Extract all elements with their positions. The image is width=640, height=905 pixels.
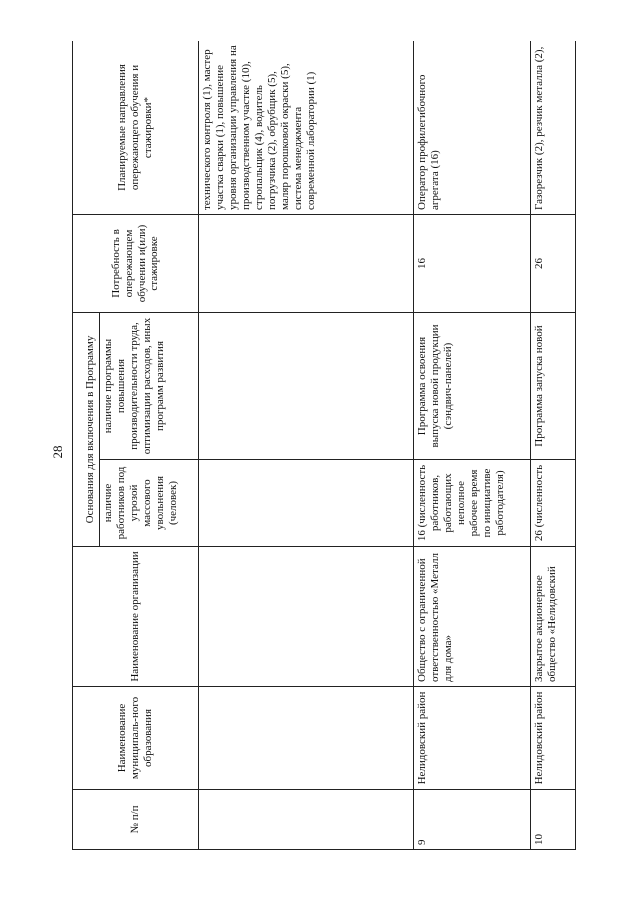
cell-directions: Газорезчик (2), резчик металла (2), xyxy=(531,41,576,215)
cell-program xyxy=(199,313,414,460)
cell-num xyxy=(199,790,414,850)
cell-organization: Закрытое акционерное общество «Нелидовский xyxy=(531,547,576,687)
cell-workers: 16 (численность работников, работающих неполное рабочее время по инициативе работодателя) xyxy=(414,460,531,547)
header-organization: Наименование организации xyxy=(73,547,199,687)
header-program-presence: наличие программы повышения производительности труда, оптимизации расходов, иных программ развития xyxy=(100,313,199,460)
cell-program: Программа запуска новой xyxy=(531,313,576,460)
cell-municipality xyxy=(199,687,414,790)
header-grounds-group: Основания для включения в Программу xyxy=(73,313,100,547)
header-need: Потребность в опережающем обучении и(или) стажировке xyxy=(73,215,199,313)
cell-workers xyxy=(199,460,414,547)
cell-need: 26 xyxy=(531,215,576,313)
table-row xyxy=(414,41,531,850)
table-row xyxy=(531,41,576,850)
cell-workers: 26 (численность xyxy=(531,460,576,547)
cell-organization: Общество с ограниченной ответственностью «Металл для дома» xyxy=(414,547,531,687)
cell-municipality: Нелидовский район xyxy=(414,687,531,790)
cell-municipality: Нелидовский район xyxy=(531,687,576,790)
page-number: 28 xyxy=(50,445,65,459)
header-directions: Планируемые направления опережающего обучения и стажировки* xyxy=(73,41,199,215)
cell-organization xyxy=(199,547,414,687)
program-table xyxy=(72,41,576,850)
cell-num: 10 xyxy=(531,790,576,850)
table-rotation-frame xyxy=(72,41,595,850)
cell-directions: технического контроля (1), мастер участка сварки (1), повышение уровня организации управления на производственном участке (10), стропальщик (4), водитель погрузчика (2), обрубщик (5), маляр порошковой окраски (5), система менеджмента современной лаборатории (1) xyxy=(199,41,414,215)
cell-program: Программа освоения выпуска новой продукции (сэндвич-панелей) xyxy=(414,313,531,460)
cell-directions: Оператор профилегибочного агрегата (16) xyxy=(414,41,531,215)
cell-num: 9 xyxy=(414,790,531,850)
header-num: № п/п xyxy=(73,790,199,850)
table-row xyxy=(199,41,414,850)
cell-need xyxy=(199,215,414,313)
header-municipality: Наименование муниципаль-ного образования xyxy=(73,687,199,790)
rotated-table-sheet xyxy=(72,41,595,850)
header-workers-threat: наличие работников под угрозой массового увольнения (человек) xyxy=(100,460,199,547)
cell-need: 16 xyxy=(414,215,531,313)
header-row-1 xyxy=(73,41,100,850)
